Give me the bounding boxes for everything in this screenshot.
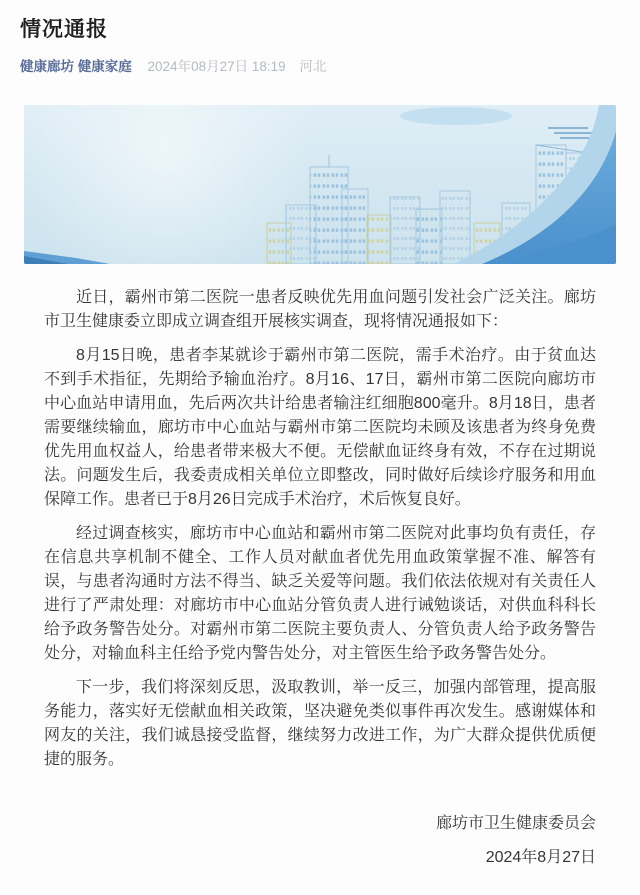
signature-org: 廊坊市卫生健康委员会 — [435, 815, 596, 832]
article-body — [44, 286, 596, 772]
signature-block — [44, 812, 596, 870]
publish-location: 河北 — [299, 59, 327, 74]
publish-datetime: 2024年08月27日 18:19 — [147, 59, 286, 74]
banner-image — [24, 105, 616, 264]
article-meta — [0, 43, 640, 75]
account-name[interactable]: 健康廊坊 健康家庭 — [20, 59, 132, 74]
signature-date: 2024年8月27日 — [485, 849, 596, 866]
city-skyline-illustration — [24, 105, 616, 264]
article-paragraph: 下一步，我们将深刻反思，汲取教训，举一反三，加强内部管理，提高服务能力，落实好无偿献血相关政策，坚决避免类似事件再次发生。感谢媒体和网友的关注，我们诚恳接受监督，继续努力改进工作，为广大群众提供优质便捷的服务。 — [44, 679, 596, 768]
article-paragraph: 经过调查核实，廊坊市中心血站和霸州市第二医院对此事均负有责任，存在信息共享机制不健全、工作人员对献血者优先用血政策掌握不准、解答有误，与患者沟通时方法不得当、缺乏关爱等问题。我们依法依规对有关责任人进行了严肃处理：对廊坊市中心血站分管负责人进行诫勉谈话，对供血科科长给予政务警告处分。对霸州市第二医院主要负责人、分管负责人给予政务警告处分，对输血科主任给予党内警告处分，对主管医生给予政务警告处分。 — [44, 525, 596, 662]
article-paragraph: 近日，霸州市第二医院一患者反映优先用血问题引发社会广泛关注。廊坊市卫生健康委立即成立调查组开展核实调查，现将情况通报如下： — [44, 289, 596, 330]
article-paragraph: 8月15日晚，患者李某就诊于霸州市第二医院，需手术治疗。由于贫血达不到手术指征，先期给予输血治疗。8月16、17日，霸州市第二医院向廊坊市中心血站申请用血，先后两次共计给患者输注红细胞800毫升。8月18日，患者需要继续输血，廊坊市中心血站与霸州市第二医院均未顾及该患者为终身免费优先用血权益人，给患者带来极大不便。无偿献血证终身有效，不存在过期说法。问题发生后，我委责成相关单位立即整改，同时做好后续诊疗服务和用血保障工作。患者已于8月26日完成手术治疗，术后恢复良好。 — [44, 347, 596, 508]
cloud-shape — [400, 107, 512, 125]
page-title: 情况通报 — [20, 18, 108, 41]
